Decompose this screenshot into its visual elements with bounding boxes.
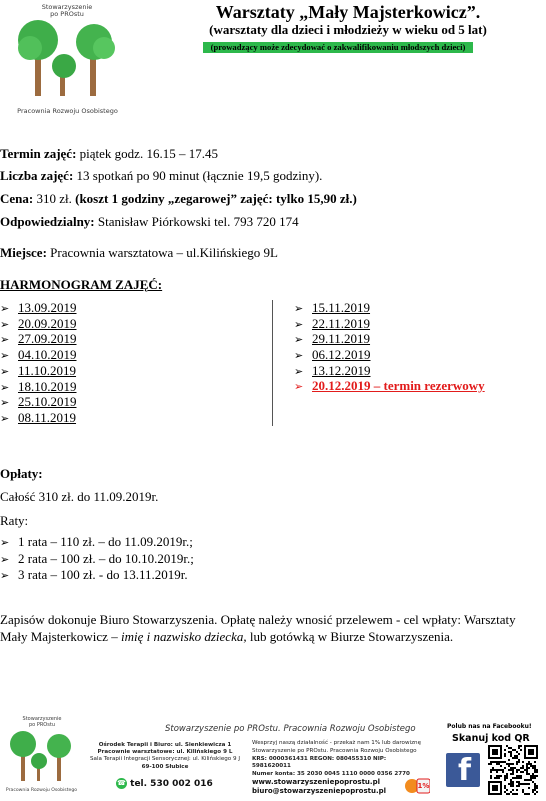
schedule-date-item	[0, 394, 77, 410]
arrow-bullet-icon: ➢	[0, 536, 10, 549]
footer-phone	[116, 778, 213, 789]
schedule-date-item	[0, 379, 77, 395]
schedule-date: 11.10.2019	[18, 362, 77, 378]
fees-total: Całość 310 zł. do 11.09.2019r.	[0, 489, 159, 504]
facebook-icon[interactable]	[446, 753, 480, 787]
odpowiedzialny-value: Stanisław Piórkowski tel. 793 720 174	[94, 214, 299, 229]
qr-code-icon[interactable]	[488, 745, 538, 795]
schedule-date: 18.10.2019	[18, 378, 77, 394]
odpowiedzialny-label: Odpowiedzialny:	[0, 214, 95, 229]
qr-caption: Skanuj kod QR	[452, 733, 530, 744]
footer-support-4: Numer konta: 35 2030 0045 1110 0000 0356 2770	[252, 771, 410, 778]
fees-heading-text: Opłaty:	[0, 466, 43, 481]
reserve-date: 20.12.2019 – termin rezerwowy	[312, 378, 485, 393]
cena-note: (koszt 1 godziny „zegarowej” zajęć: tylko 15,90 zł.)	[75, 191, 357, 206]
logo-line-2: po PROstu	[50, 10, 84, 19]
miejsce-line	[0, 245, 278, 261]
schedule-date: 20.09.2019	[18, 315, 77, 331]
arrow-bullet-icon: ➢	[0, 333, 10, 347]
arrow-bullet-icon: ➢	[294, 380, 304, 393]
schedule-date: 22.11.2019	[312, 315, 371, 331]
age-note-highlight: (prowadzący może zdecydować o zakwalifikowaniu młodszych dzieci)	[203, 42, 473, 53]
logo-caption: Pracownia Rozwoju Osobistego	[17, 107, 118, 115]
footer-support-3: KRS: 0000361431 REGON: 080455310 NIP: 5981620011	[252, 755, 387, 770]
installment-text: 3 rata – 100 zł. - do 13.11.2019r.	[18, 567, 188, 582]
schedule-divider	[272, 300, 273, 426]
facebook-glyph: f	[458, 753, 472, 788]
arrow-bullet-icon: ➢	[0, 349, 10, 363]
arrow-bullet-icon: ➢	[0, 396, 10, 410]
cena-label: Cena:	[0, 191, 34, 206]
installment-item	[0, 567, 188, 583]
footer-logo	[4, 712, 79, 799]
footer-trees-illustration	[6, 730, 78, 782]
organization-logo	[10, 0, 125, 125]
one-percent-badge	[404, 776, 430, 796]
phone-icon: ☎	[117, 779, 126, 787]
document-subtitle: (warsztaty dla dzieci i młodzieży w wieku od 5 lat)	[209, 22, 487, 37]
arrow-bullet-icon: ➢	[294, 364, 304, 378]
schedule-date-item	[294, 363, 371, 379]
schedule-date: 08.11.2019	[18, 409, 77, 425]
footer-org-name: Stowarzyszenie po PROstu. Pracownia Rozwoju Osobistego	[165, 724, 416, 734]
arrow-bullet-icon: ➢	[0, 552, 10, 566]
footer-logo-line-2: po PROstu	[29, 721, 55, 728]
footer-email-link[interactable]: biuro@stowarzyszeniepoprostu.pl	[252, 787, 387, 795]
footer-support-info	[252, 740, 424, 779]
fees-heading	[0, 466, 43, 482]
logo-line-1: Stowarzyszenie	[41, 3, 93, 11]
schedule-date: 25.10.2019	[18, 394, 77, 410]
installment-item	[0, 534, 193, 550]
arrow-bullet-icon: ➢	[0, 411, 10, 425]
arrow-bullet-icon: ➢	[294, 302, 304, 315]
liczba-value: 13 spotkań po 90 minut (łącznie 19,5 godziny).	[73, 168, 323, 183]
schedule-date-item	[0, 316, 77, 332]
footer-address-4: 69-100 Słubice	[141, 763, 189, 770]
arrow-bullet-icon: ➢	[294, 333, 304, 347]
schedule-date-item	[294, 316, 370, 332]
liczba-label: Liczba zajęć:	[0, 168, 74, 183]
footer-address-1: Ośrodek Terapii i Biuro: ul. Sienkiewicza 1	[98, 742, 232, 748]
termin-label: Termin zajęć:	[0, 146, 77, 161]
registration-paragraph	[0, 611, 540, 645]
termin-line	[0, 146, 218, 162]
schedule-date-item	[0, 410, 76, 426]
logo-name	[32, 4, 102, 19]
document-title: Warsztaty „Mały Majsterkowicz”.	[215, 2, 481, 22]
termin-value: piątek godz. 16.15 – 17.45	[76, 146, 218, 161]
footer-logo-name	[12, 717, 72, 729]
facebook-caption: Polub nas na Facebooku!	[447, 723, 532, 730]
arrow-bullet-icon: ➢	[294, 349, 304, 363]
schedule-date-item	[0, 331, 77, 347]
schedule-date: 29.11.2019	[312, 331, 371, 347]
arrow-bullet-icon: ➢	[0, 317, 10, 331]
installment-text: 1 rata – 110 zł. – do 11.09.2019r.;	[18, 534, 193, 549]
odpowiedzialny-line	[0, 214, 299, 230]
footer-logo-caption: Pracownia Rozwoju Osobistego	[5, 788, 78, 793]
schedule-date-item	[294, 300, 370, 316]
miejsce-value: Pracownia warsztatowa – ul.Kilińskiego 9L	[46, 245, 278, 260]
installment-item	[0, 551, 194, 567]
footer-phone-number: tel. 530 002 016	[130, 779, 213, 789]
footer-addresses	[86, 742, 244, 771]
one-percent-badge-text: 1%	[417, 782, 430, 790]
schedule-date-item	[0, 363, 76, 379]
schedule-date: 27.09.2019	[18, 331, 77, 347]
trees-illustration	[12, 18, 124, 98]
registration-text-2: lub gotówką w Biurze Stowarzyszenia.	[246, 629, 454, 644]
cena-line	[0, 191, 357, 207]
arrow-bullet-icon: ➢	[0, 569, 10, 582]
schedule-date: 13.09.2019	[18, 300, 77, 315]
footer-support-1: Wesprzyj naszą działalność - przekaż nam 1% lub darowiznę	[252, 740, 422, 746]
arrow-bullet-icon: ➢	[0, 302, 10, 315]
arrow-bullet-icon: ➢	[0, 364, 10, 378]
footer-contact	[252, 778, 386, 796]
schedule-date: 06.12.2019	[312, 347, 371, 363]
reserve-date-item	[294, 378, 485, 394]
footer-address-2: Pracownie warsztatowe: ul. Kilińskiego 9 L	[97, 749, 233, 756]
schedule-date: 13.12.2019	[312, 362, 371, 378]
arrow-bullet-icon: ➢	[294, 317, 304, 331]
installment-text: 2 rata – 100 zł. – do 10.10.2019r.;	[18, 550, 194, 566]
schedule-date: 15.11.2019	[312, 300, 371, 315]
footer-address-3: Sala Terapii Integracji Sensorycznej: ul. Kilińskiego 9 J	[90, 756, 240, 763]
arrow-bullet-icon: ➢	[0, 380, 10, 394]
schedule-date-item	[0, 300, 77, 316]
footer-logo-line-1: Stowarzyszenie	[22, 716, 62, 722]
schedule-date-item	[0, 347, 77, 363]
schedule-date-item	[294, 331, 370, 347]
installments-label: Raty:	[0, 513, 29, 528]
schedule-date-item	[294, 347, 371, 363]
registration-text-1: Zapisów dokonuje Biuro Stowarzyszenia. Opłatę należy wnosić przelewem - cel wpłaty: Warsztaty Mały Majsterkowicz –	[0, 612, 516, 644]
schedule-date: 04.10.2019	[18, 347, 77, 363]
miejsce-label: Miejsce:	[0, 245, 47, 260]
liczba-line	[0, 168, 322, 184]
registration-italic: imię i nazwisko dziecka,	[120, 629, 247, 644]
footer-support-2: Stowarzyszenie po PROstu. Pracownia Rozwoju Osobistego	[252, 747, 417, 754]
schedule-heading: HARMONOGRAM ZAJĘĆ:	[0, 277, 163, 292]
cena-value: 310 zł.	[33, 191, 76, 206]
footer-website-link[interactable]: www.stowarzyszeniepoprostu.pl	[252, 778, 380, 786]
